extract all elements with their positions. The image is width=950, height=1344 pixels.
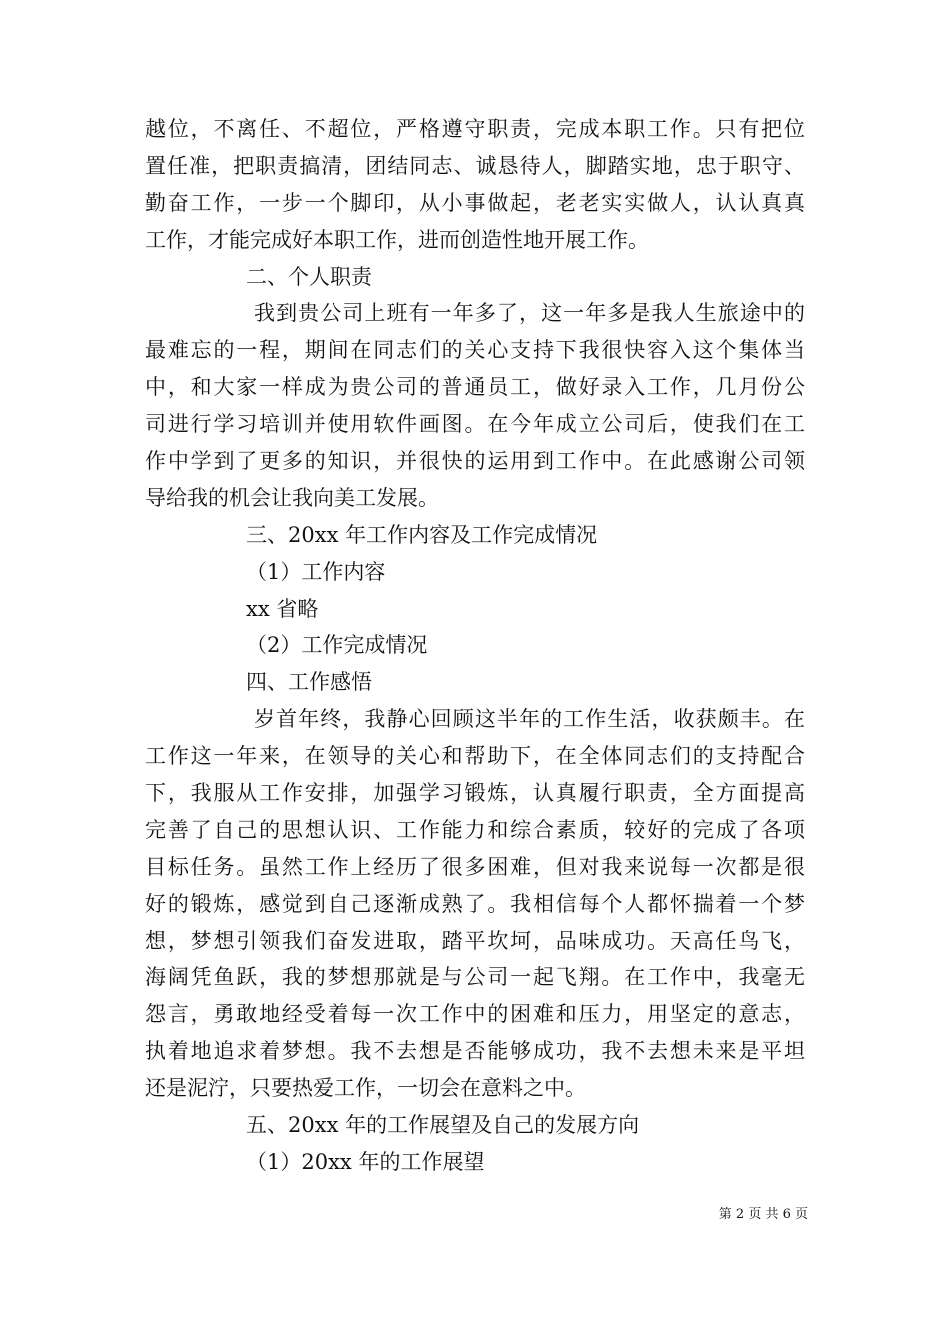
paragraph-line: 中，和大家一样成为贵公司的普通员工，做好录入工作，几月份公 <box>145 375 805 400</box>
paragraph-line: 怨言，勇敢地经受着每一次工作中的困难和压力，用坚定的意志， <box>145 1002 805 1027</box>
paragraph-line: 工作，才能完成好本职工作，进而创造性地开展工作。 <box>145 227 649 252</box>
paragraph-line: 好的锻炼，感觉到自己逐渐成熟了。我相信每个人都怀揣着一个梦 <box>145 891 805 916</box>
sub-heading: （1）工作内容 <box>246 559 386 584</box>
paragraph-line: 完善了自己的思想认识、工作能力和综合素质，较好的完成了各项 <box>145 817 805 842</box>
paragraph-line: 工作这一年来，在领导的关心和帮助下，在全体同志们的支持配合 <box>145 744 805 769</box>
section-heading: 三、20xx 年工作内容及工作完成情况 <box>246 522 598 547</box>
paragraph-line: 作中学到了更多的知识，并很快的运用到工作中。在此感谢公司领 <box>145 449 805 474</box>
sub-heading: （1）20xx 年的工作展望 <box>246 1149 485 1174</box>
paragraph-line: 导给我的机会让我向美工发展。 <box>145 485 439 510</box>
paragraph-line: 我到贵公司上班有一年多了，这一年多是我人生旅途中的 <box>254 301 805 326</box>
paragraph-line: 想，梦想引领我们奋发进取，踏平坎坷，品味成功。天高任鸟飞， <box>145 928 805 953</box>
page-number-footer: 第 2 页 共 6 页 <box>718 1207 808 1222</box>
section-heading: 四、工作感悟 <box>246 670 372 695</box>
paragraph-line: xx 省略 <box>246 596 319 621</box>
paragraph-line: 目标任务。虽然工作上经历了很多困难，但对我来说每一次都是很 <box>145 854 805 879</box>
paragraph-line: 岁首年终，我静心回顾这半年的工作生活，收获颇丰。在 <box>254 707 805 732</box>
paragraph-line: 置任准，把职责搞清，团结同志、诚恳待人，脚踏实地，忠于职守、 <box>145 153 805 178</box>
paragraph-line: 司进行学习培训并使用软件画图。在今年成立公司后，使我们在工 <box>145 412 805 437</box>
paragraph-line: 勤奋工作，一步一个脚印，从小事做起，老老实实做人，认认真真 <box>145 190 805 215</box>
paragraph-line: 海阔凭鱼跃，我的梦想那就是与公司一起飞翔。在工作中，我毫无 <box>145 965 805 990</box>
paragraph-line: 最难忘的一程，期间在同志们的关心支持下我很快容入这个集体当 <box>145 338 805 363</box>
paragraph-line: 越位，不离任、不超位，严格遵守职责，完成本职工作。只有把位 <box>145 117 805 141</box>
paragraph-line: 还是泥泞，只要热爱工作，一切会在意料之中。 <box>145 1076 586 1101</box>
section-heading: 五、20xx 年的工作展望及自己的发展方向 <box>246 1113 640 1138</box>
paragraph-line: 执着地追求着梦想。我不去想是否能够成功，我不去想未来是平坦 <box>145 1039 805 1064</box>
sub-heading: （2）工作完成情况 <box>246 633 428 658</box>
section-heading: 二、个人职责 <box>246 264 372 289</box>
paragraph-line: 下，我服从工作安排，加强学习锻炼，认真履行职责，全方面提高 <box>145 781 805 806</box>
body-text <box>145 111 805 1181</box>
